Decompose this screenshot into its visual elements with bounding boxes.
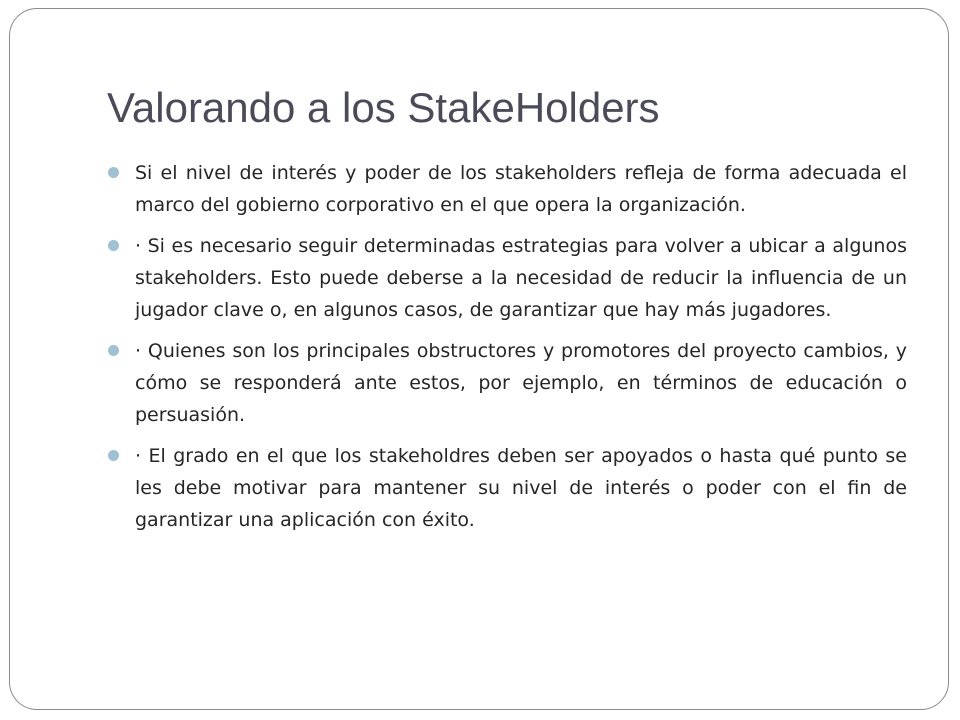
- bullet-text: · El grado en el que los stakeholdres deben ser apoyados o hasta qué punto se les debe motivar para mantener su nivel de interés o poder con el fin de garantizar una aplicación con éxito.: [135, 445, 907, 531]
- bullet-item: [107, 230, 907, 326]
- bullet-dot-icon: [108, 240, 119, 251]
- bullet-item: [107, 440, 907, 536]
- slide-title: Valorando a los StakeHolders: [107, 84, 660, 131]
- bullet-text: · Quienes son los principales obstructores y promotores del proyecto cambios, y cómo se responderá ante estos, por ejemplo, en términos de educación o persuasión.: [135, 340, 907, 426]
- bullet-text: Si el nivel de interés y poder de los stakeholders refleja de forma adecuada el marco del gobierno corporativo en el que opera la organización.: [135, 162, 907, 216]
- bullet-dot-icon: [108, 167, 119, 178]
- bullet-text: · Si es necesario seguir determinadas estrategias para volver a ubicar a algunos stakeholders. Esto puede deberse a la necesidad de reducir la influencia de un jugador clave o, en algunos casos, de garantizar que hay más jugadores.: [135, 235, 907, 321]
- bullet-list: [107, 157, 907, 545]
- bullet-item: [107, 157, 907, 221]
- bullet-item: [107, 335, 907, 431]
- bullet-dot-icon: [108, 345, 119, 356]
- bullet-dot-icon: [108, 450, 119, 461]
